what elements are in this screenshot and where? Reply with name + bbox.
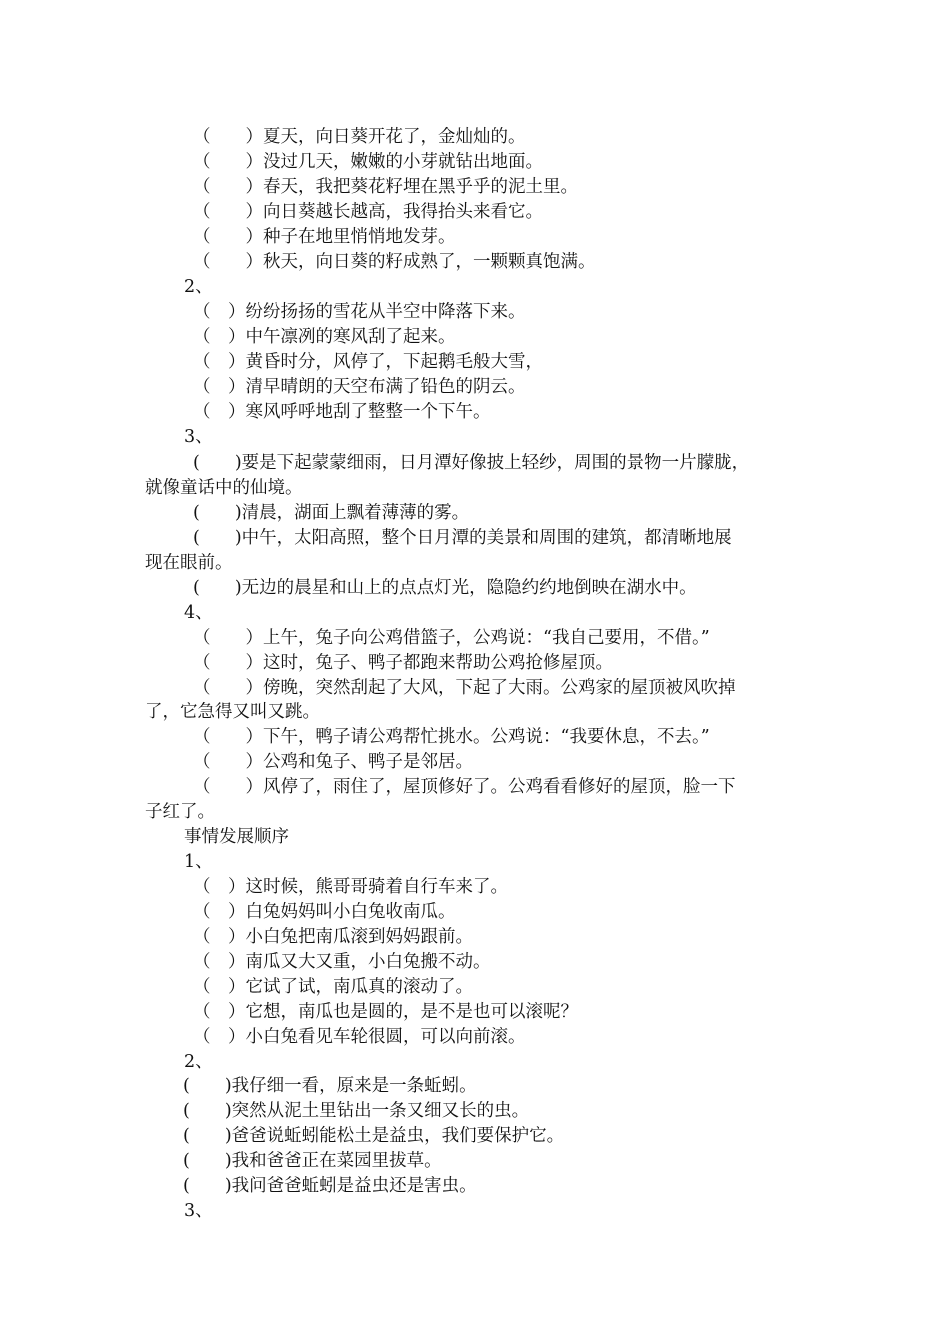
text-line: ( )无边的晨星和山上的点点灯光，隐隐约约地倒映在湖水中。 [193, 578, 697, 598]
section-heading: 事情发展顺序 [184, 827, 289, 847]
text-line: 现在眼前。 [145, 553, 233, 573]
text-line: （ ）中午凛冽的寒风刮了起来。 [193, 327, 456, 347]
text-line: （ ）没过几天，嫩嫩的小芽就钻出地面。 [193, 152, 543, 172]
text-line: （ ）这时候，熊哥哥骑着自行车来了。 [193, 877, 508, 897]
text-line: （ ）南瓜又大又重，小白兔搬不动。 [193, 952, 491, 972]
text-line: 就像童话中的仙境。 [145, 478, 303, 498]
text-line: ( )中午，太阳高照，整个日月潭的美景和周围的建筑，都清晰地展 [193, 528, 732, 548]
section-number: 2、 [184, 1052, 213, 1072]
text-line: （ ）夏天，向日葵开花了，金灿灿的。 [193, 127, 526, 147]
text-line: （ ）小白兔把南瓜滚到妈妈跟前。 [193, 927, 473, 947]
section-number: 4、 [184, 603, 213, 623]
text-line: 了，它急得又叫又跳。 [145, 702, 320, 722]
text-line: （ ）傍晚，突然刮起了大风，下起了大雨。公鸡家的屋顶被风吹掉 [193, 678, 736, 698]
text-line: （ ）春天，我把葵花籽埋在黑乎乎的泥土里。 [193, 177, 578, 197]
section-number: 3、 [184, 427, 213, 447]
text-line: （ ）小白兔看见车轮很圆，可以向前滚。 [193, 1027, 526, 1047]
text-line: （ ）公鸡和兔子、鸭子是邻居。 [193, 752, 473, 772]
text-line: （ ）寒风呼呼地刮了整整一个下午。 [193, 402, 491, 422]
text-line: （ ）这时，兔子、鸭子都跑来帮助公鸡抢修屋顶。 [193, 653, 613, 673]
section-number: 3、 [184, 1201, 213, 1221]
text-line: ( )清晨，湖面上飘着薄薄的雾。 [193, 503, 470, 523]
text-line: （ ）下午，鸭子请公鸡帮忙挑水。公鸡说：“我要休息，不去。” [193, 727, 710, 747]
text-line: （ ）种子在地里悄悄地发芽。 [193, 227, 456, 247]
text-line: （ ）向日葵越长越高，我得抬头来看它。 [193, 202, 543, 222]
text-line: （ ）它想，南瓜也是圆的，是不是也可以滚呢？ [193, 1002, 578, 1022]
text-line: ( )突然从泥土里钻出一条又细又长的虫。 [183, 1101, 530, 1121]
section-number: 1、 [184, 852, 213, 872]
text-line: ( )我和爸爸正在菜园里拔草。 [183, 1151, 442, 1171]
text-line: ( )要是下起蒙蒙细雨，日月潭好像披上轻纱，周围的景物一片朦胧， [193, 453, 750, 473]
text-line: ( )爸爸说蚯蚓能松土是益虫，我们要保护它。 [183, 1126, 565, 1146]
text-line: （ ）它试了试，南瓜真的滚动了。 [193, 977, 473, 997]
text-line: （ ）白兔妈妈叫小白兔收南瓜。 [193, 902, 456, 922]
text-line: （ ）风停了，雨住了，屋顶修好了。公鸡看看修好的屋顶，脸一下 [193, 777, 736, 797]
text-line: ( )我仔细一看，原来是一条蚯蚓。 [183, 1076, 477, 1096]
text-line: （ ）清早晴朗的天空布满了铅色的阴云。 [193, 377, 526, 397]
text-line: （ ）纷纷扬扬的雪花从半空中降落下来。 [193, 302, 526, 322]
text-line: （ ）上午，兔子向公鸡借篮子，公鸡说：“我自己要用，不借。” [193, 628, 710, 648]
text-line: （ ）黄昏时分，风停了，下起鹅毛般大雪， [193, 352, 543, 372]
text-line: ( )我问爸爸蚯蚓是益虫还是害虫。 [183, 1176, 477, 1196]
text-line: 子红了。 [145, 802, 215, 822]
text-line: （ ）秋天，向日葵的籽成熟了，一颗颗真饱满。 [193, 252, 596, 272]
section-number: 2、 [184, 277, 213, 297]
